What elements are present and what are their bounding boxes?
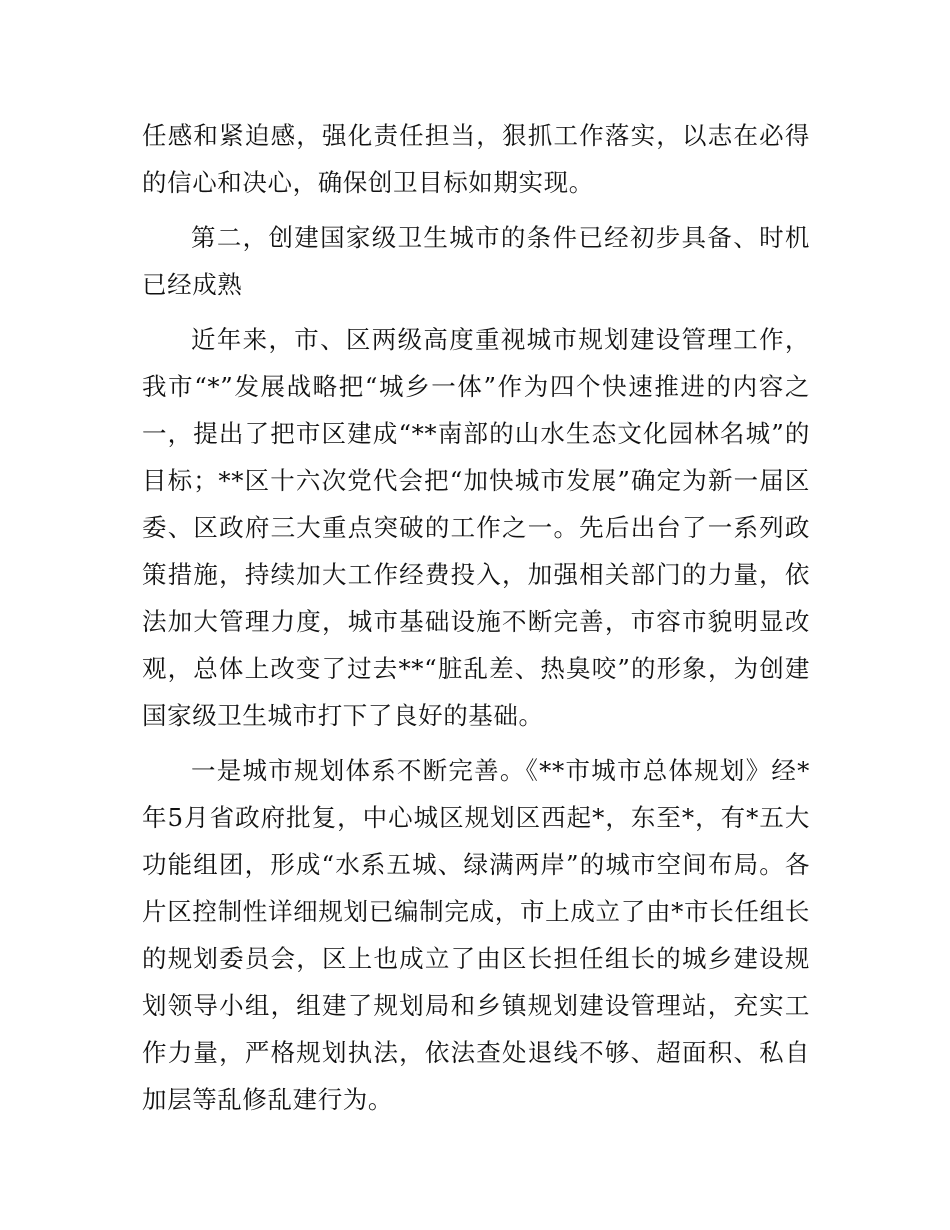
- document-body: [142, 112, 810, 1131]
- paragraph-heading-second: 第二，创建国家级卫生城市的条件已经初步具备、时机已经成熟: [142, 223, 810, 299]
- paragraph-recent-years: 近年来，市、区两级高度重视城市规划建设管理工作，我市“*”发展战略把“城乡一体”作为四个快速推进的内容之一，提出了把市区建成“**南部的山水生态文化园林名城”的目标；**区十六次党代会把“加快城市发展”确定为新一届区委、区政府三大重点突破的工作之一。先后出台了一系列政策措施，持续加大工作经费投入，加强相关部门的力量，依法加大管理力度，城市基础设施不断完善，市容市貌明显改观，总体上改变了过去**“脏乱差、热臭咬”的形象，为创建国家级卫生城市打下了良好的基础。: [142, 325, 810, 730]
- paragraph-continuation: 任感和紧迫感，强化责任担当，狠抓工作落实，以志在必得的信心和决心，确保创卫目标如期实现。: [142, 121, 810, 197]
- paragraph-planning-system: 一是城市规划体系不断完善。《**市城市总体规划》经*年5月省政府批复，中心城区规划区西起*，东至*，有*五大功能组团，形成“水系五城、绿满两岸”的城市空间布局。各片区控制性详细规划已编制完成，市上成立了由*市长任组长的规划委员会，区上也成立了由区长担任组长的城乡建设规划领导小组，组建了规划局和乡镇规划建设管理站，充实工作力量，严格规划执法，依法查处退线不够、超面积、私自加层等乱修乱建行为。: [142, 756, 810, 1114]
